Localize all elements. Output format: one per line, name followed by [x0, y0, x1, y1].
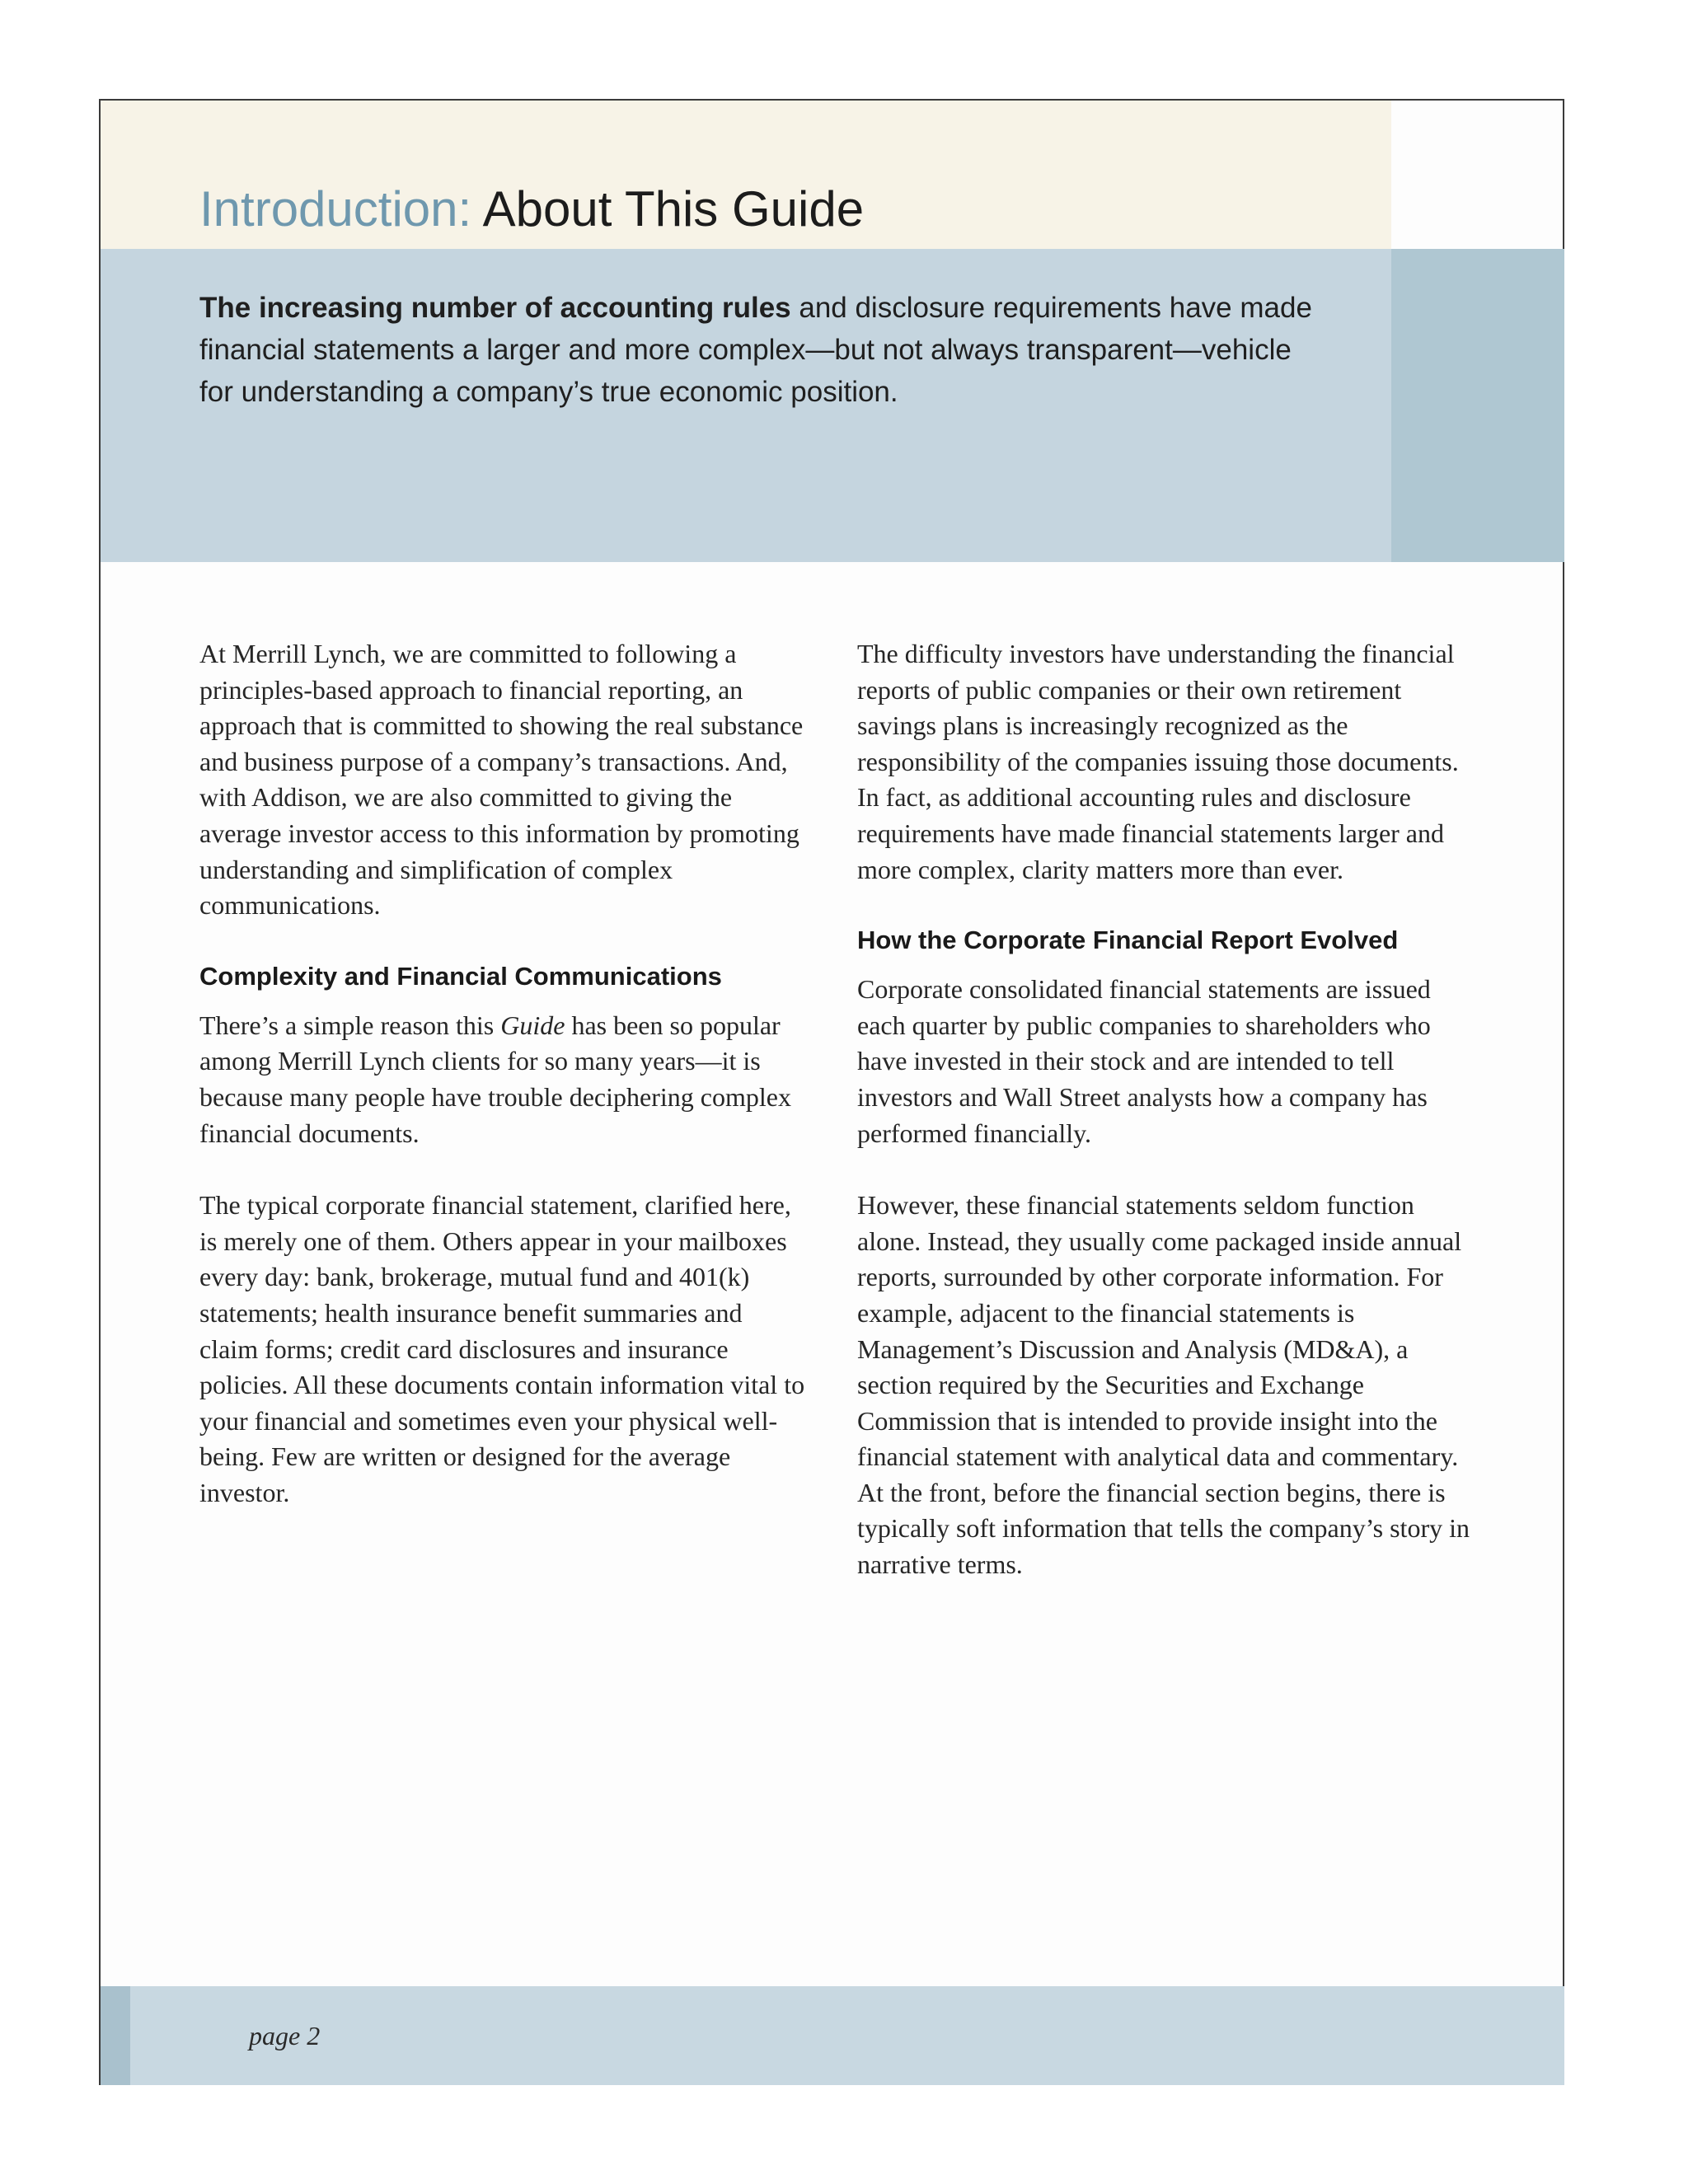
left-paragraph-1	[199, 1008, 805, 1151]
footer-accent	[101, 1986, 130, 2085]
right-section-heading: How the Corporate Financial Report Evolved	[857, 926, 1399, 955]
right-paragraph-1: Corporate consolidated financial statements are issued each quarter by public companies to shareholders who have invested in their stock and are intended to tell investors and Wall Street analysts how a company has performed financially.	[857, 974, 1431, 1148]
left-paragraph-1-end: has been so popular among Merrill Lynch clients for so many years—it is because many people have trouble deciphering complex financial documents.	[199, 1010, 791, 1148]
left-section-heading: Complexity and Financial Communications	[199, 961, 722, 991]
left-column	[199, 636, 805, 1511]
left-paragraph-2: The typical corporate financial statement, clarified here, is merely one of them. Others appear in your mailboxes every day: bank, brokerage, mutual fund and 401(k) statements; health insurance benefit summaries and claim forms; credit card disclosures and insurance policies. All these documents contain information vital to your financial and sometimes even your physical well-being. Few are written or designed for the average investor.	[199, 1190, 805, 1507]
right-column	[857, 636, 1484, 1583]
page-title-accent: Introduction:	[199, 181, 472, 237]
lead-band-accent	[1391, 249, 1564, 562]
lead-text: and disclosure requirements have made financial statements a larger and more complex—but not always transparent—vehicle for understanding a company’s true economic position.	[199, 292, 1312, 408]
guide-italic: Guide	[500, 1010, 565, 1040]
right-paragraph-2: However, these financial statements seldom function alone. Instead, they usually come packaged inside annual reports, surrounded by other corporate information. For example, adjacent to the financial statements is Management’s Discussion and Analysis (MD&A), a section required by the Securities and Exchange Commission that is intended to provide insight into the financial statement with analytical data and commentary. At the front, before the financial section begins, there is typically soft information that tells the company’s story in narrative terms.	[857, 1190, 1470, 1580]
page-number: page 2	[249, 2021, 321, 2050]
page-title-main: About This Guide	[471, 181, 865, 237]
lead-emphasis: The increasing number of accounting rules	[199, 292, 791, 324]
right-intro-paragraph: The difficulty investors have understanding the financial reports of public companies or their own retirement savings plans is increasingly recognized as the responsibility of the companies issuing those documents. In fact, as additional accounting rules and disclosure requirements have made financial statements larger and more complex, clarity matters more than ever.	[857, 639, 1459, 884]
left-intro-paragraph: At Merrill Lynch, we are committed to following a principles-based approach to financial reporting, an approach that is committed to showing the real substance and business purpose of a company’s transactions. And, with Addison, we are also committed to giving the average investor access to this information by promoting understanding and simplification of complex communications.	[199, 639, 804, 921]
lead-paragraph	[199, 287, 1320, 413]
footer-band	[101, 1986, 1564, 2085]
page-frame	[99, 99, 1564, 2085]
page-title	[199, 180, 864, 239]
left-paragraph-1-start: There’s a simple reason this	[199, 1010, 501, 1040]
